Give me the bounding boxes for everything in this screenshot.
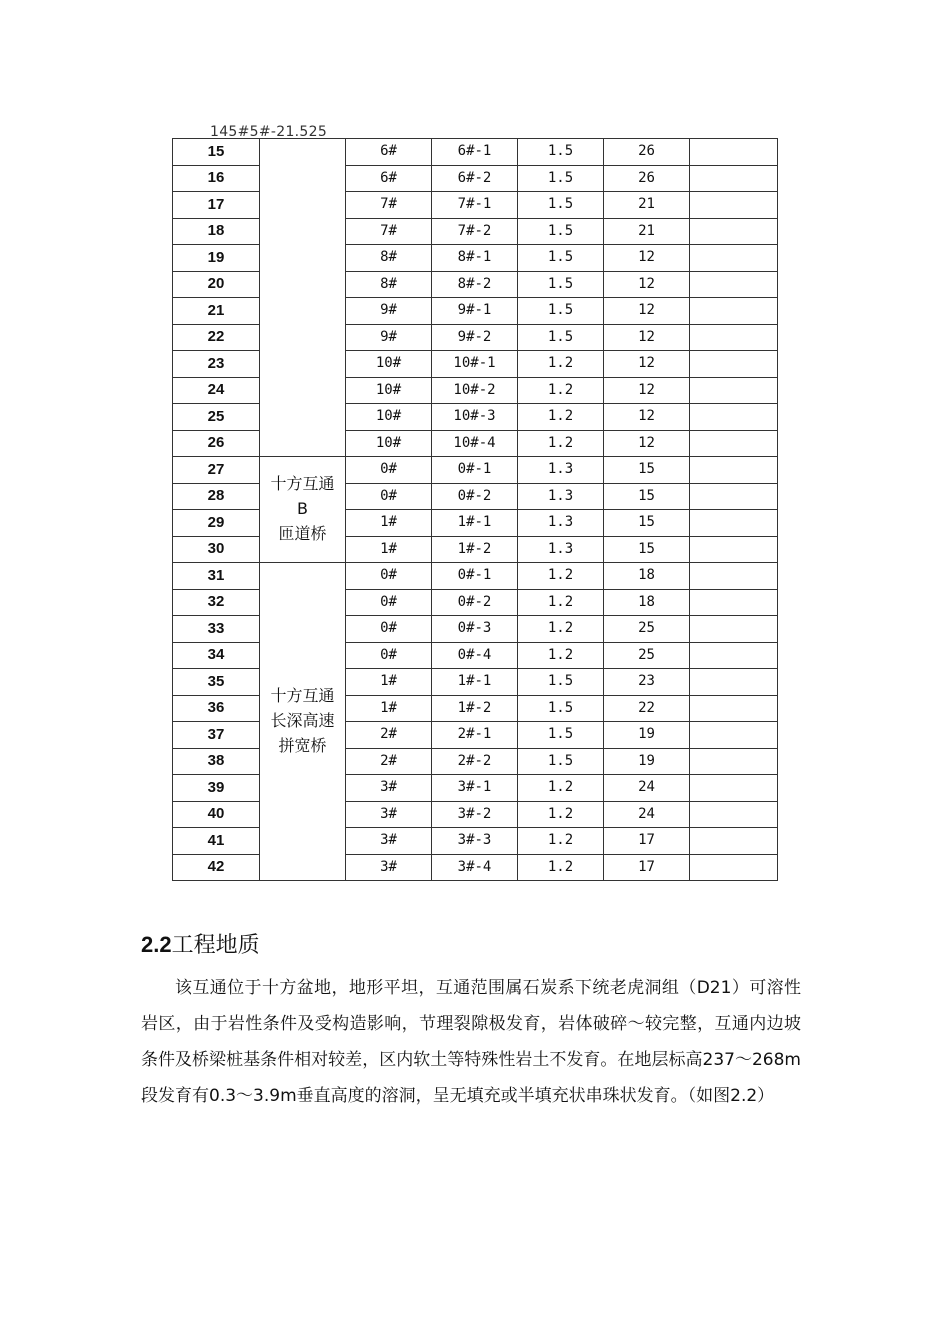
pile-id-cell: 9#-1 [432, 298, 518, 325]
pile-id-cell: 1#-1 [432, 669, 518, 696]
length-cell: 26 [604, 139, 690, 166]
diameter-cell: 1.2 [518, 351, 604, 378]
note-cell [690, 828, 778, 855]
pile-id-cell: 2#-1 [432, 722, 518, 749]
table-row [173, 563, 778, 590]
pier-cell: 10# [346, 430, 432, 457]
length-cell: 25 [604, 642, 690, 669]
row-number-cell: 23 [173, 351, 260, 378]
row-number-cell: 27 [173, 457, 260, 484]
note-cell [690, 430, 778, 457]
diameter-cell: 1.2 [518, 801, 604, 828]
pier-cell: 8# [346, 271, 432, 298]
pile-id-cell: 7#-2 [432, 218, 518, 245]
length-cell: 26 [604, 165, 690, 192]
note-cell [690, 404, 778, 431]
row-number-cell: 29 [173, 510, 260, 537]
pile-id-cell: 0#-1 [432, 563, 518, 590]
note-cell [690, 722, 778, 749]
note-cell [690, 695, 778, 722]
note-cell [690, 351, 778, 378]
length-cell: 18 [604, 563, 690, 590]
diameter-cell: 1.5 [518, 165, 604, 192]
pile-id-cell: 1#-2 [432, 695, 518, 722]
diameter-cell: 1.2 [518, 616, 604, 643]
bridge-name-cell [260, 457, 346, 563]
length-cell: 12 [604, 404, 690, 431]
diameter-cell: 1.5 [518, 192, 604, 219]
length-cell: 21 [604, 192, 690, 219]
length-cell: 19 [604, 748, 690, 775]
table-row [173, 457, 778, 484]
row-number-cell: 25 [173, 404, 260, 431]
section-title: 工程地质 [171, 933, 260, 958]
note-cell [690, 192, 778, 219]
diameter-cell: 1.2 [518, 430, 604, 457]
pile-id-cell: 2#-2 [432, 748, 518, 775]
note-cell [690, 271, 778, 298]
row-number-cell: 22 [173, 324, 260, 351]
length-cell: 12 [604, 324, 690, 351]
diameter-cell: 1.5 [518, 298, 604, 325]
row-number-cell: 30 [173, 536, 260, 563]
note-cell [690, 854, 778, 881]
row-number-cell: 32 [173, 589, 260, 616]
diameter-cell: 1.2 [518, 377, 604, 404]
pile-id-cell: 10#-4 [432, 430, 518, 457]
pile-id-cell: 1#-1 [432, 510, 518, 537]
length-cell: 15 [604, 483, 690, 510]
pier-cell: 0# [346, 483, 432, 510]
diameter-cell: 1.5 [518, 218, 604, 245]
note-cell [690, 563, 778, 590]
pier-cell: 6# [346, 139, 432, 166]
pier-cell: 0# [346, 616, 432, 643]
pile-id-cell: 10#-1 [432, 351, 518, 378]
pile-id-cell: 6#-2 [432, 165, 518, 192]
pier-cell: 1# [346, 669, 432, 696]
note-cell [690, 165, 778, 192]
pier-cell: 9# [346, 298, 432, 325]
note-cell [690, 218, 778, 245]
row-number-cell: 41 [173, 828, 260, 855]
note-cell [690, 139, 778, 166]
row-number-cell: 34 [173, 642, 260, 669]
pile-id-cell: 0#-1 [432, 457, 518, 484]
note-cell [690, 483, 778, 510]
pier-cell: 1# [346, 695, 432, 722]
note-cell [690, 616, 778, 643]
row-number-cell: 33 [173, 616, 260, 643]
pile-id-cell: 0#-4 [432, 642, 518, 669]
diameter-cell: 1.2 [518, 642, 604, 669]
diameter-cell: 1.2 [518, 775, 604, 802]
overlapping-row-text: 145#5#-21.525 [210, 124, 328, 140]
length-cell: 12 [604, 271, 690, 298]
pier-cell: 8# [346, 245, 432, 272]
row-number-cell: 16 [173, 165, 260, 192]
length-cell: 12 [604, 351, 690, 378]
diameter-cell: 1.5 [518, 695, 604, 722]
row-number-cell: 24 [173, 377, 260, 404]
bridge-name: 十方互通 B 匝道桥 [270, 474, 335, 543]
note-cell [690, 377, 778, 404]
pier-cell: 0# [346, 563, 432, 590]
diameter-cell: 1.3 [518, 536, 604, 563]
pile-id-cell: 10#-3 [432, 404, 518, 431]
note-cell [690, 324, 778, 351]
row-number-cell: 20 [173, 271, 260, 298]
length-cell: 25 [604, 616, 690, 643]
pier-cell: 0# [346, 642, 432, 669]
length-cell: 15 [604, 457, 690, 484]
pile-id-cell: 8#-2 [432, 271, 518, 298]
pile-id-cell: 6#-1 [432, 139, 518, 166]
pile-id-cell: 3#-4 [432, 854, 518, 881]
length-cell: 18 [604, 589, 690, 616]
note-cell [690, 589, 778, 616]
length-cell: 12 [604, 430, 690, 457]
row-number-cell: 15 [173, 139, 260, 166]
diameter-cell: 1.2 [518, 563, 604, 590]
row-number-cell: 26 [173, 430, 260, 457]
pier-cell: 3# [346, 854, 432, 881]
length-cell: 22 [604, 695, 690, 722]
row-number-cell: 42 [173, 854, 260, 881]
row-number-cell: 28 [173, 483, 260, 510]
row-number-cell: 35 [173, 669, 260, 696]
diameter-cell: 1.5 [518, 139, 604, 166]
diameter-cell: 1.5 [518, 669, 604, 696]
pile-id-cell: 3#-3 [432, 828, 518, 855]
pier-cell: 0# [346, 589, 432, 616]
row-number-cell: 38 [173, 748, 260, 775]
section-heading [141, 928, 260, 959]
table-body [173, 139, 778, 881]
pile-foundation-table [172, 138, 778, 881]
table-row [173, 139, 778, 166]
length-cell: 17 [604, 828, 690, 855]
pile-id-cell: 1#-2 [432, 536, 518, 563]
row-number-cell: 17 [173, 192, 260, 219]
pier-cell: 10# [346, 351, 432, 378]
pier-cell: 10# [346, 404, 432, 431]
diameter-cell: 1.2 [518, 589, 604, 616]
row-number-cell: 31 [173, 563, 260, 590]
row-number-cell: 37 [173, 722, 260, 749]
length-cell: 17 [604, 854, 690, 881]
pier-cell: 2# [346, 722, 432, 749]
diameter-cell: 1.3 [518, 510, 604, 537]
diameter-cell: 1.3 [518, 457, 604, 484]
length-cell: 23 [604, 669, 690, 696]
pier-cell: 9# [346, 324, 432, 351]
note-cell [690, 245, 778, 272]
diameter-cell: 1.5 [518, 245, 604, 272]
diameter-cell: 1.2 [518, 404, 604, 431]
pile-id-cell: 3#-1 [432, 775, 518, 802]
length-cell: 24 [604, 801, 690, 828]
diameter-cell: 1.2 [518, 854, 604, 881]
note-cell [690, 748, 778, 775]
note-cell [690, 775, 778, 802]
note-cell [690, 536, 778, 563]
pier-cell: 0# [346, 457, 432, 484]
body-paragraph: 该互通位于十方盆地，地形平坦，互通范围属石炭系下统老虎洞组（D21）可溶性岩区，由于岩性条件及受构造影响，节理裂隙极发育，岩体破碎～较完整，互通内边坡条件及桥梁桩基条件相对较差，区内软土等特殊性岩土不发育。在地层标高237～268m段发育有0.3～3.9m垂直高度的溶洞，呈无填充或半填充状串珠状发育。（如图2.2） [141, 978, 801, 1106]
pier-cell: 1# [346, 510, 432, 537]
pile-id-cell: 7#-1 [432, 192, 518, 219]
section-number: 2.2 [141, 932, 172, 957]
length-cell: 21 [604, 218, 690, 245]
pier-cell: 1# [346, 536, 432, 563]
pile-id-cell: 0#-2 [432, 589, 518, 616]
note-cell [690, 801, 778, 828]
row-number-cell: 19 [173, 245, 260, 272]
bridge-name-cell [260, 563, 346, 881]
row-number-cell: 40 [173, 801, 260, 828]
length-cell: 24 [604, 775, 690, 802]
row-number-cell: 36 [173, 695, 260, 722]
length-cell: 19 [604, 722, 690, 749]
pile-id-cell: 8#-1 [432, 245, 518, 272]
pier-cell: 7# [346, 218, 432, 245]
note-cell [690, 669, 778, 696]
pier-cell: 3# [346, 801, 432, 828]
length-cell: 12 [604, 245, 690, 272]
note-cell [690, 510, 778, 537]
bridge-name: 十方互通 长深高速 拼宽桥 [270, 686, 335, 755]
pile-id-cell: 0#-3 [432, 616, 518, 643]
pier-cell: 3# [346, 828, 432, 855]
diameter-cell: 1.2 [518, 828, 604, 855]
note-cell [690, 457, 778, 484]
note-cell [690, 642, 778, 669]
bridge-name-cell [260, 139, 346, 457]
diameter-cell: 1.5 [518, 324, 604, 351]
note-cell [690, 298, 778, 325]
pier-cell: 2# [346, 748, 432, 775]
row-number-cell: 39 [173, 775, 260, 802]
row-number-cell: 18 [173, 218, 260, 245]
diameter-cell: 1.3 [518, 483, 604, 510]
length-cell: 12 [604, 298, 690, 325]
pier-cell: 3# [346, 775, 432, 802]
diameter-cell: 1.5 [518, 271, 604, 298]
length-cell: 15 [604, 536, 690, 563]
pier-cell: 10# [346, 377, 432, 404]
diameter-cell: 1.5 [518, 722, 604, 749]
length-cell: 12 [604, 377, 690, 404]
pier-cell: 6# [346, 165, 432, 192]
length-cell: 15 [604, 510, 690, 537]
pier-cell: 7# [346, 192, 432, 219]
row-number-cell: 21 [173, 298, 260, 325]
pile-id-cell: 10#-2 [432, 377, 518, 404]
pile-id-cell: 0#-2 [432, 483, 518, 510]
pile-id-cell: 3#-2 [432, 801, 518, 828]
pile-id-cell: 9#-2 [432, 324, 518, 351]
diameter-cell: 1.5 [518, 748, 604, 775]
